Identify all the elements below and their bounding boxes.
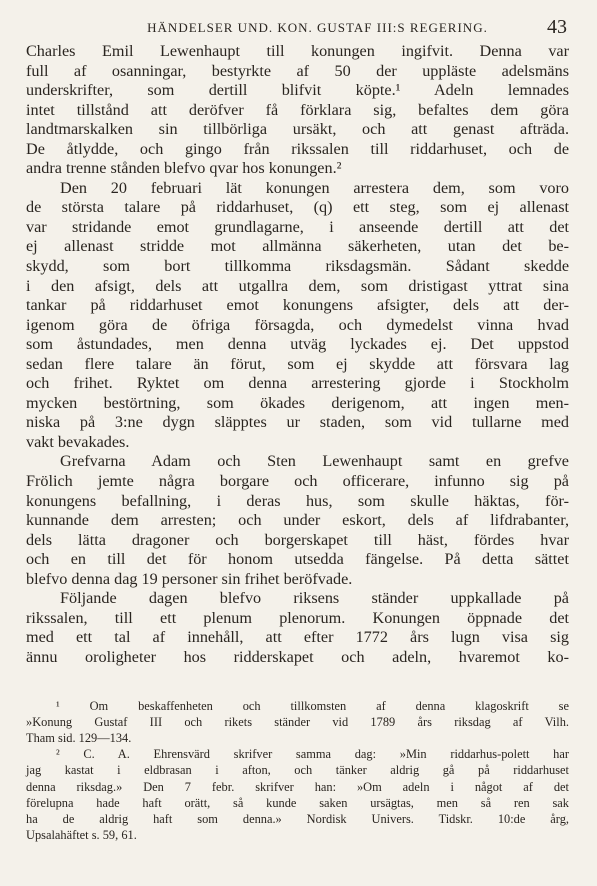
text-line: tankar på riddarhuset emot konungens afsigter, dels att der- — [26, 296, 569, 315]
text-line: Följande dagen blefvo riksens ständer uppkallade på — [60, 589, 569, 608]
text-line: kunnande dem arresten; och under eskort, dels af lifdrabanter, — [26, 511, 569, 530]
text-line: konungens befallning, i deras hus, som skulle häktas, för- — [26, 491, 569, 510]
text-line: Grefvarna Adam och Sten Lewenhaupt samt en grefve — [60, 452, 569, 471]
text-line: underskrifter, som dertill blifvit köpte.¹ Adeln lemnades — [26, 81, 569, 100]
paragraph — [26, 179, 569, 453]
paragraph — [26, 42, 569, 179]
page-header — [26, 16, 569, 42]
text-line: som åstundades, men denna utväg lyckades ej. Det uppstod — [26, 335, 569, 354]
main-text — [26, 42, 569, 668]
text-line: intet tillstånd att deröfver få förklara sig, befaltes dem göra — [26, 100, 569, 119]
text-line: ännu oroligheter hos ridderskapet och adeln, hvaremot ko- — [26, 647, 569, 666]
text-line: Den 20 februari lät konungen arrestera dem, som voro — [60, 178, 569, 197]
paragraph — [26, 452, 569, 589]
text-line: Frölich jemte några borgare och officerare, infunno sig på — [26, 472, 569, 491]
footnote-line: Tham sid. 129—134. — [26, 730, 132, 745]
text-line: skydd, som bort tillkomma riksdagsmän. Sådant skedde — [26, 257, 569, 276]
text-line: och en till det för honom utsedda fängelse. På detta sättet — [26, 550, 569, 569]
text-line: de största talare på riddarhuset, (q) ett steg, som ej allenast — [26, 198, 569, 217]
running-title: HÄNDELSER UND. KON. GUSTAF III:S REGERING. — [147, 20, 488, 35]
footnotes — [26, 698, 569, 844]
text-line: full af osanningar, bestyrkte af 50 der uppläste adelsmäns — [26, 61, 569, 80]
text-line: landtmarskalken sin tillbörliga ursäkt, och att genast afträda. — [26, 120, 569, 139]
text-line: blefvo denna dag 19 personer sin frihet beröfvade. — [26, 569, 353, 588]
text-line: med ett tal af innehåll, att efter 1772 års lugn visa sig — [26, 628, 569, 647]
text-line: dels lätta dragoner och borgerskapet till häst, fördes hvar — [26, 530, 569, 549]
footnote-line: Upsalahäftet s. 59, 61. — [26, 828, 137, 843]
footnote-line: ha de aldrig haft som denna.» Nordisk Univers. Tidskr. 10:de årg, — [26, 811, 569, 826]
footnote-line: förelupna hade haft orätt, så kunde saken ursägtas, men så ren sak — [26, 795, 569, 810]
text-line: De åtlydde, och gingo från rikssalen till riddarhuset, och de — [26, 139, 569, 158]
page-number: 43 — [547, 16, 567, 38]
paragraph — [26, 589, 569, 667]
text-line: och frihet. Ryktet om denna arrestering gjorde i Stockholm — [26, 374, 569, 393]
text-line: igenom göra de öfriga försagda, och dymedelst vinna hvad — [26, 315, 569, 334]
text-line: vakt bevakades. — [26, 432, 130, 451]
text-line: Charles Emil Lewenhaupt till konungen ingifvit. Denna var — [26, 42, 569, 60]
footnote-line: denna riksdag.» Den 7 febr. skrifver han: »Om adeln i något af det — [26, 779, 569, 794]
footnote-line: jag kastat i eldbrasan i afton, och tänker aldrig gå på riddarhuset — [26, 763, 569, 778]
text-line: andra trenne stånden blefvo qvar hos konungen.² — [26, 159, 342, 178]
footnote — [26, 698, 569, 747]
text-line: ej allenast stridde mot allmänna säkerheten, utan det be- — [26, 237, 569, 256]
footnote-line: ¹ Om beskaffenheten och tillkomsten af denna klagoskrift se — [56, 698, 569, 713]
footnote-line: »Konung Gustaf III och rikets ständer vid 1789 års riksdag af Vilh. — [26, 714, 569, 729]
footnote-line: ² C. A. Ehrensvärd skrifver samma dag: »Min riddarhus-polett har — [56, 747, 569, 762]
footnote — [26, 746, 569, 843]
text-line: i den afsigt, dels att utgallra dem, som dristigast yttrat sina — [26, 276, 569, 295]
text-line: sedan flere talare än förut, som ej skydde att försvara lag — [26, 354, 569, 373]
text-line: mycken bestörtning, som ökades derigenom, att ingen men- — [26, 393, 569, 412]
text-line: rikssalen, till ett plenum plenorum. Konungen öppnade det — [26, 608, 569, 627]
text-line: niska på 3:ne dygn släpptes ur staden, som vid tullarne med — [26, 413, 569, 432]
text-line: var stridande emot grundlagarne, i anseende dertill att det — [26, 217, 569, 236]
